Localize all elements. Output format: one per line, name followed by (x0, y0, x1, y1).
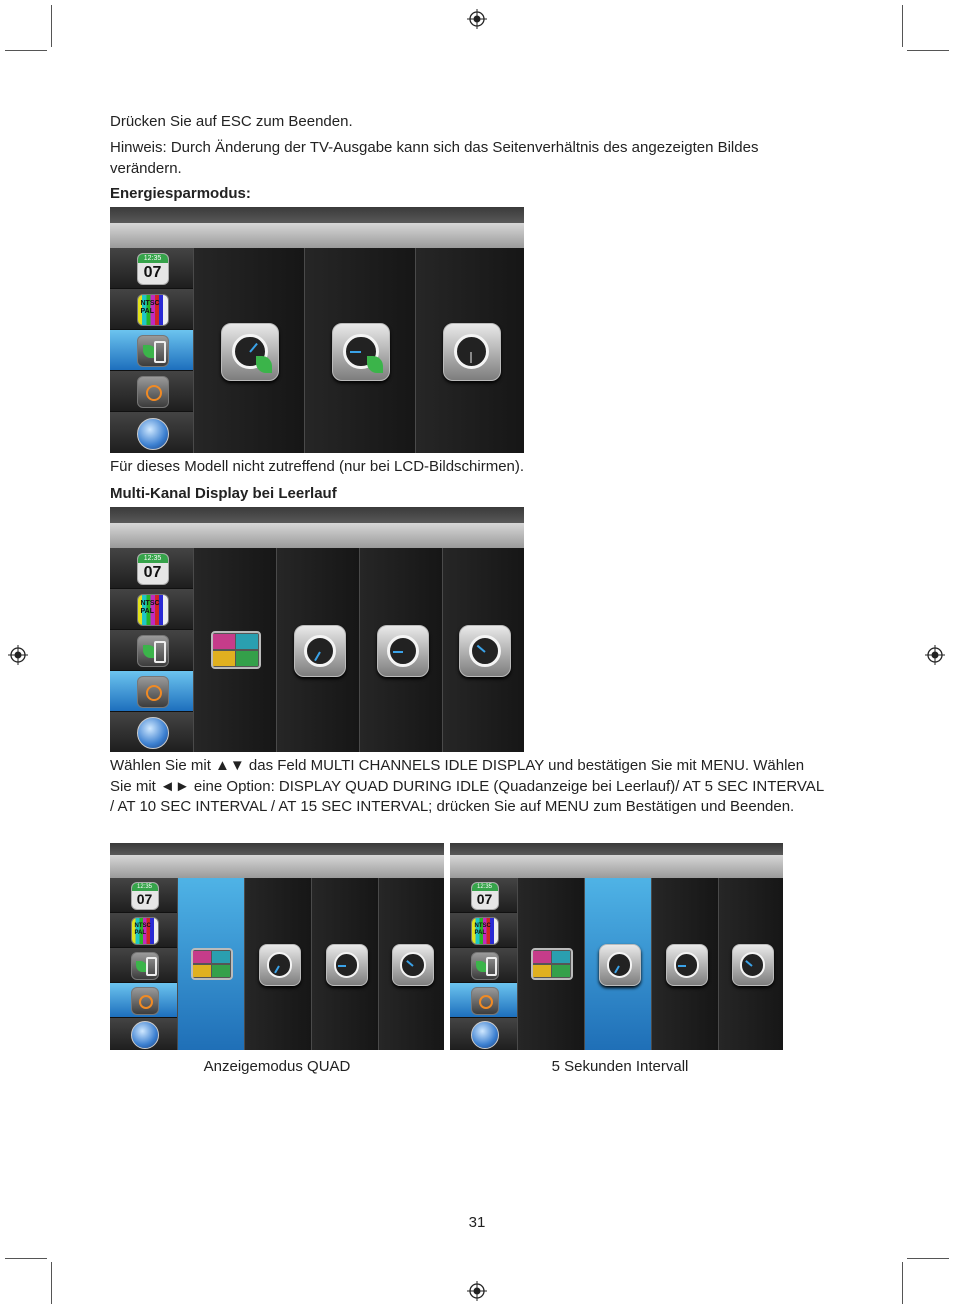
sidebar-item-clock[interactable] (450, 878, 517, 913)
globe-icon (131, 1021, 159, 1049)
option-column-15s[interactable] (378, 878, 444, 1050)
multi-channel-heading: Multi-Kanal Display bei Leerlauf (110, 485, 337, 502)
registration-mark-icon (467, 1281, 487, 1301)
quad-tv-icon (191, 948, 233, 980)
sidebar-item-language[interactable] (110, 412, 193, 453)
page-number: 31 (468, 1214, 486, 1231)
stopwatch-icon (459, 625, 511, 677)
sidebar-item-video-system[interactable] (110, 589, 193, 630)
multi-channel-screen (110, 507, 524, 752)
selection-instruction: Wählen Sie mit ▲▼ das Feld MULTI CHANNELS IDLE DISPLAY und bestätigen Sie mit MENU. Wählen Sie mit ◄► eine Option: DISPLAY QUAD DURING IDLE (Quadanzeige bei Leerlauf)/ AT 5 SEC INTERVAL / AT 10 SEC INTERVAL / AT 15 SEC INTERVAL; drücken Sie auf MENU zum Bestätigen und Beenden. (110, 757, 824, 815)
stopwatch-icon (326, 944, 368, 986)
ntsc-pal-icon: NTSC PAL (131, 917, 159, 945)
option-column[interactable] (415, 248, 524, 453)
option-column-quad[interactable] (517, 878, 585, 1050)
crop-mark (51, 1262, 52, 1304)
caption-quad: Anzeigemodus QUAD (203, 1058, 351, 1075)
option-column-5s[interactable] (276, 548, 360, 752)
ntsc-pal-icon: NTSC PAL (137, 294, 169, 326)
globe-icon (137, 717, 169, 749)
timer-icon (137, 676, 169, 708)
interval-5s-screen (450, 843, 783, 1050)
timer-icon (471, 987, 499, 1015)
sidebar-item-language[interactable] (450, 1018, 517, 1050)
timer-icon (137, 376, 169, 408)
not-applicable-note: Für dieses Modell nicht zutreffend (nur bei LCD-Bildschirmen). (110, 458, 525, 475)
option-column-10s[interactable] (359, 548, 443, 752)
energy-heading: Energiesparmodus: (110, 185, 251, 202)
option-column-10s[interactable] (651, 878, 719, 1050)
sidebar-item-video-system[interactable] (110, 913, 177, 948)
sidebar-item-language[interactable] (110, 1018, 177, 1050)
calendar-icon: 12:35 07 (137, 553, 169, 585)
menu-sidebar (450, 878, 517, 1050)
timer-icon (131, 987, 159, 1015)
option-column-5s[interactable] (584, 878, 652, 1050)
registration-mark-icon (8, 645, 28, 665)
option-column-10s[interactable] (311, 878, 379, 1050)
option-column[interactable] (304, 248, 415, 453)
option-column-15s[interactable] (718, 878, 783, 1050)
stopwatch-icon (377, 625, 429, 677)
stopwatch-leaf-icon (221, 323, 279, 381)
crop-mark (5, 50, 47, 51)
crop-mark (907, 1258, 949, 1259)
option-column-15s[interactable] (442, 548, 524, 752)
stopwatch-icon (443, 323, 501, 381)
screen-subtitle-bar (110, 855, 444, 878)
quad-tv-icon (531, 948, 573, 980)
registration-mark-icon (467, 9, 487, 29)
option-column-quad[interactable] (177, 878, 245, 1050)
sidebar-item-idle[interactable] (450, 983, 517, 1018)
ntsc-pal-icon: NTSC PAL (471, 917, 499, 945)
crop-mark (902, 5, 903, 47)
stopwatch-leaf-icon (332, 323, 390, 381)
crop-mark (902, 1262, 903, 1304)
tv-output-hint: Hinweis: Durch Änderung der TV-Ausgabe kann sich das Seitenverhältnis des angezeigten Bildes verändern. (110, 139, 759, 177)
crop-mark (907, 50, 949, 51)
screen-subtitle-bar (110, 223, 524, 248)
quad-screen (110, 843, 444, 1050)
option-column-quad[interactable] (193, 548, 277, 752)
stopwatch-icon (294, 625, 346, 677)
stopwatch-icon (666, 944, 708, 986)
screen-subtitle-bar (450, 855, 783, 878)
registration-mark-icon (925, 645, 945, 665)
quad-tv-icon (211, 631, 261, 669)
menu-sidebar (110, 248, 193, 453)
energy-screen (110, 207, 524, 453)
calendar-icon: 12:35 07 (131, 882, 159, 910)
crop-mark (51, 5, 52, 47)
crop-mark (5, 1258, 47, 1259)
sidebar-item-clock[interactable] (110, 248, 193, 289)
battery-leaf-icon (471, 952, 499, 980)
screen-title-bar (110, 207, 524, 223)
stopwatch-icon (259, 944, 301, 986)
menu-sidebar (110, 548, 193, 752)
battery-leaf-icon (137, 335, 169, 367)
sidebar-item-clock[interactable] (110, 878, 177, 913)
screen-subtitle-bar (110, 523, 524, 548)
sidebar-item-energy[interactable] (110, 330, 193, 371)
sidebar-item-idle[interactable] (110, 983, 177, 1018)
screen-title-bar (110, 843, 444, 855)
sidebar-item-energy[interactable] (110, 948, 177, 983)
option-column[interactable] (193, 248, 304, 453)
sidebar-item-energy[interactable] (110, 630, 193, 671)
globe-icon (471, 1021, 499, 1049)
stopwatch-icon (392, 944, 434, 986)
caption-5s-interval: 5 Sekunden Intervall (551, 1058, 689, 1075)
sidebar-item-video-system[interactable] (110, 289, 193, 330)
sidebar-item-clock[interactable] (110, 548, 193, 589)
screen-title-bar (110, 507, 524, 523)
stopwatch-icon (599, 944, 641, 986)
option-column-5s[interactable] (244, 878, 312, 1050)
ntsc-pal-icon: NTSC PAL (137, 594, 169, 626)
calendar-icon: 12:35 07 (471, 882, 499, 910)
calendar-icon: 12:35 07 (137, 253, 169, 285)
sidebar-item-video-system[interactable] (450, 913, 517, 948)
sidebar-item-idle[interactable] (110, 671, 193, 712)
menu-sidebar (110, 878, 177, 1050)
stopwatch-icon (732, 944, 774, 986)
sidebar-item-language[interactable] (110, 712, 193, 752)
sidebar-item-idle[interactable] (110, 371, 193, 412)
battery-leaf-icon (137, 635, 169, 667)
esc-instruction: Drücken Sie auf ESC zum Beenden. (110, 113, 353, 130)
sidebar-item-energy[interactable] (450, 948, 517, 983)
battery-leaf-icon (131, 952, 159, 980)
screen-title-bar (450, 843, 783, 855)
globe-icon (137, 418, 169, 450)
